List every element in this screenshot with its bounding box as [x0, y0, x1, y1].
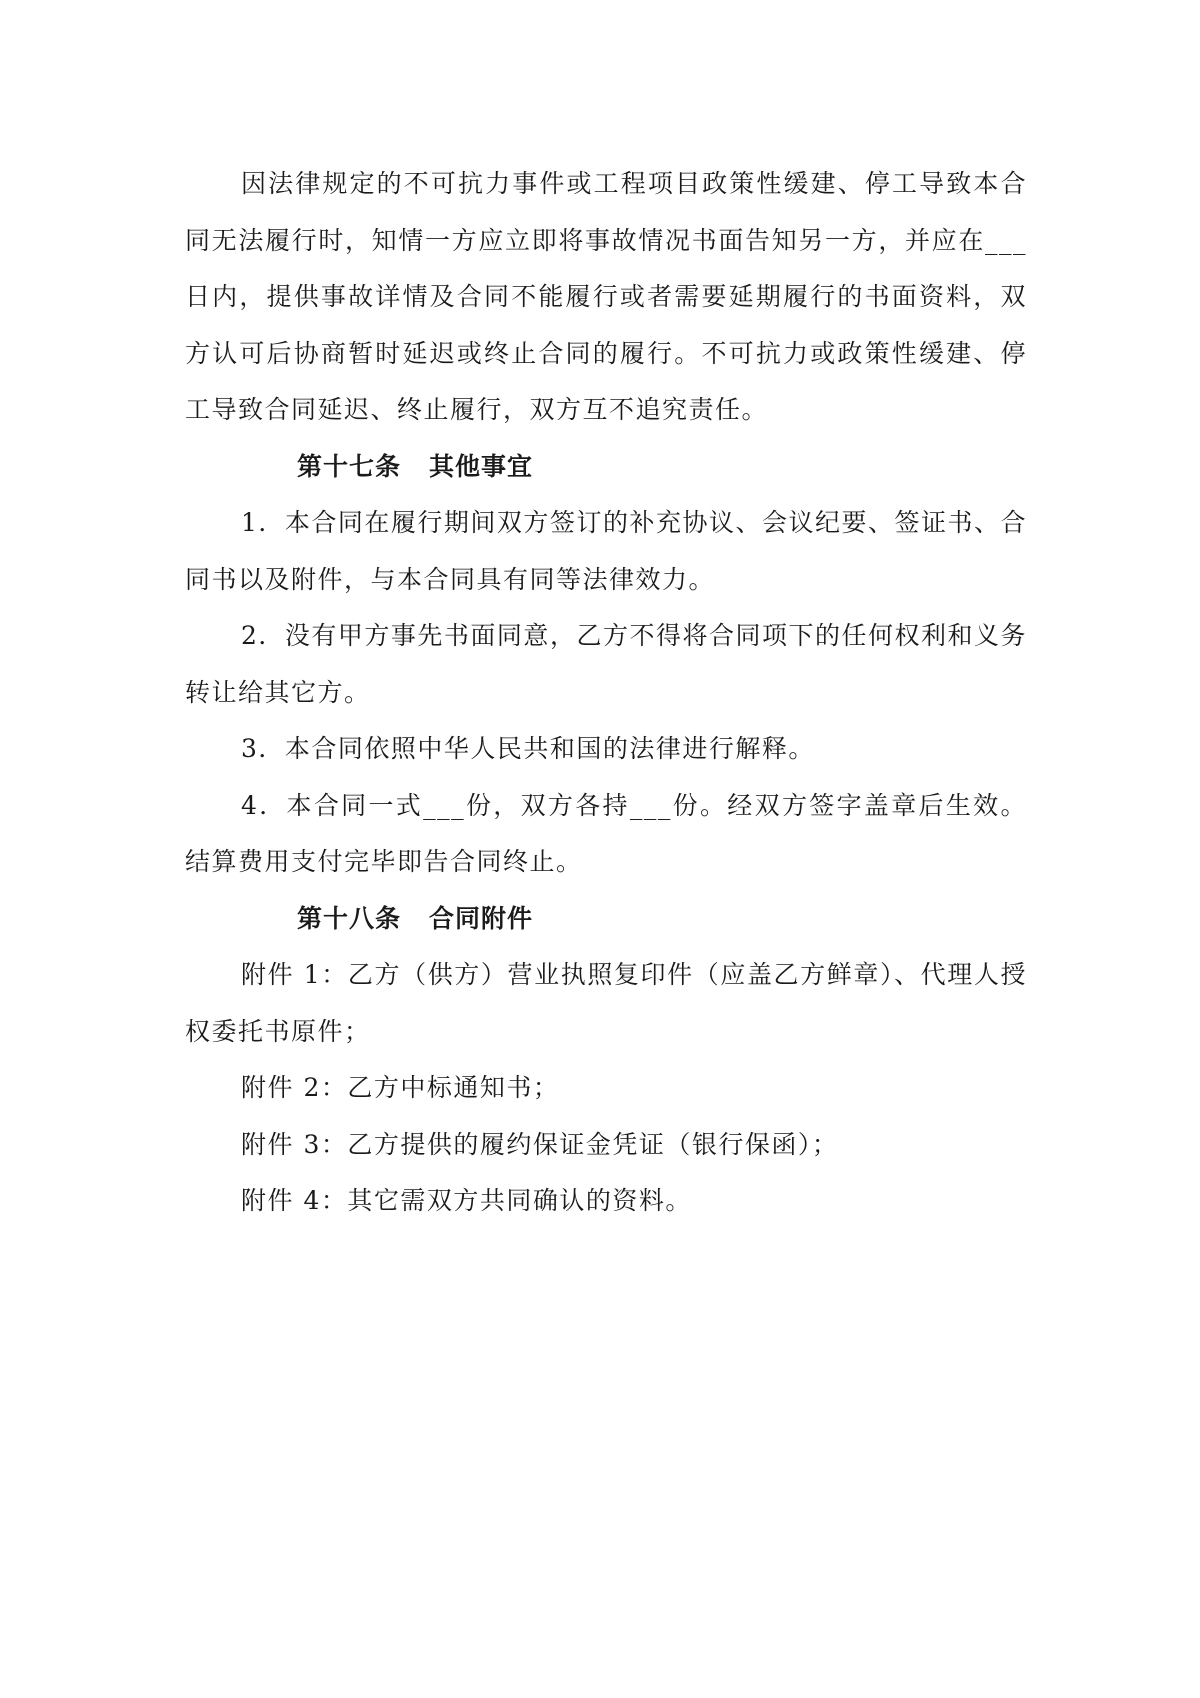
attachment-2: 附件 2：乙方中标通知书； [241, 1073, 560, 1102]
article-18-title: 合同附件 [429, 903, 534, 933]
article-17-item-4: 4．本合同一式___份，双方各持___份。经双方签字盖章后生效。结算费用支付完毕即告合同终止。 [185, 790, 1027, 876]
article-17-heading [185, 439, 1027, 496]
article-17-title: 其他事宜 [429, 451, 534, 481]
article-18-number: 第十八条 [297, 903, 402, 933]
attachment-1: 附件 1：乙方（供方）营业执照复印件（应盖乙方鲜章）、代理人授权委托书原件； [185, 960, 1027, 1046]
attachment-4: 附件 4：其它需双方共同确认的资料。 [241, 1186, 692, 1215]
document-body [185, 156, 1027, 1230]
article-18-heading [185, 891, 1027, 948]
article-17-item-1: 1．本合同在履行期间双方签订的补充协议、会议纪要、签证书、合同书以及附件，与本合同具有同等法律效力。 [185, 508, 1027, 594]
article-17-item-3: 3．本合同依照中华人民共和国的法律进行解释。 [241, 734, 815, 763]
paragraph-force-majeure: 因法律规定的不可抗力事件或工程项目政策性缓建、停工导致本合同无法履行时，知情一方应立即将事故情况书面告知另一方，并应在___日内，提供事故详情及合同不能履行或者需要延期履行的书面资料，双方认可后协商暂时延迟或终止合同的履行。不可抗力或政策性缓建、停工导致合同延迟、终止履行，双方互不追究责任。 [185, 169, 1027, 424]
article-17-number: 第十七条 [297, 451, 402, 481]
article-17-item-2: 2．没有甲方事先书面同意，乙方不得将合同项下的任何权利和义务转让给其它方。 [185, 621, 1027, 707]
attachment-3: 附件 3：乙方提供的履约保证金凭证（银行保函）； [241, 1129, 839, 1159]
